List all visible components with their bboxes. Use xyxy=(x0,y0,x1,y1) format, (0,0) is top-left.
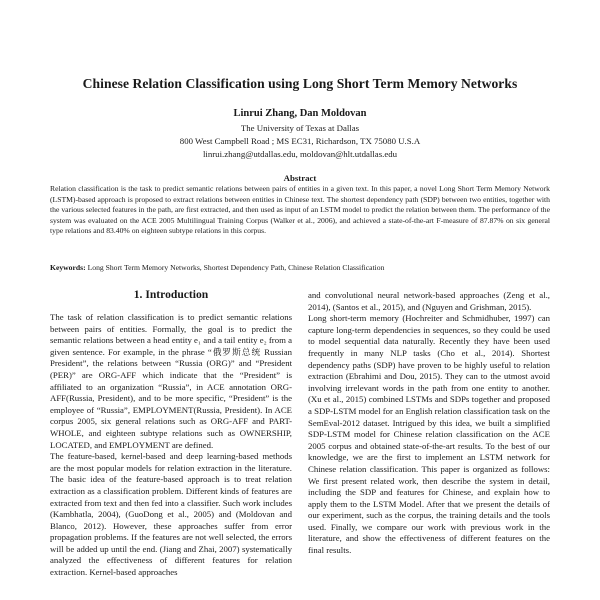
paper-authors: Linrui Zhang, Dan Moldovan xyxy=(233,108,367,119)
intro-paragraph-continued: and convolutional neural network-based approaches (Zeng et al., 2014), (Santos et al., 2015), and (Nguyen and Grishman, 2015). xyxy=(308,290,550,312)
column-top-spacer xyxy=(308,262,550,290)
abstract-text: Relation classification is the task to predict semantic relations between pairs of entities in a given text. In this paper, a novel Long Short Term Memory Network (LSTM)-based approach is proposed to extract relations between entities in Chinese text. The shortest dependency path (SDP) between two entities, together with the various selected features in the path, are first extracted, and then used as input of an LSTM model to predict the relation between them. The performance of the system was evaluated on the ACE 2005 Multilingual Training Corpus (Walker et al., 2006), and achieved a state-of-the-art F-measure of 87.87% on six general type relations and 83.40% on eighteen subtype relations in this corpus. xyxy=(50,184,550,236)
intro-paragraph-3: Long short-term memory (Hochreiter and Schmidhuber, 1997) can capture long-term dependencies in sequences, so they could be used to model sequential data naturally. Recently they have been used frequently in many NLP tasks (Cho et al., 2014). Shortest dependency paths (SDP) have proven to be highly useful to relation extraction (Ebrahimi and Dou, 2015). They can to the utmost avoid involving irrelevant words in the path from one entity to another. (Xu et al., 2015) combined LSTMs and SDPs together and proposed a SDP-LSTM model for an English relation classification task on the SemEval-2012 dataset. Intrigued by this idea, we built a simplified SDP-LSTM model for Chinese relation classification on the ACE 2005 corpus and obtained state-of-the-art results. To the best of our knowledge, we are the first to implement an LSTM network for Chinese relation classification. This paper is organized as follows: We first present related work, then describe the system in detail, including the SDP and features for Chinese, and explain how to apply them to the LSTM Model. After that we present the details of our experiment, such as the corpus, the training details and the tools used. Finally, we compare our work with previous work in the literature, and show the effectiveness of different features on the final results. xyxy=(308,313,550,556)
author-emails: linrui.zhang@utdallas.edu, moldovan@hlt.utdallas.edu xyxy=(202,149,398,160)
keywords-label: Keywords: xyxy=(50,263,86,272)
section-heading-introduction: 1. Introduction xyxy=(133,288,209,301)
affiliation-address: 800 West Campbell Road ; MS EC31, Richardson, TX 75080 U.S.A xyxy=(179,136,421,147)
author-affiliation-block xyxy=(0,122,600,162)
right-text-column xyxy=(308,262,550,600)
intro-paragraph-2: The feature-based, kernel-based and deep learning-based methods are the most popular models for relation extraction in the literature. The basic idea of the feature-based approach is to treat relation extraction as a classification problem. Different kinds of features are extracted from text and then fed into a classifier. Such work includes (Kambhatla, 2004), (GuoDong et al., 2005) and (Moldovan and Blanco, 2012). However, these approaches suffer from error propagation problems. If the features are not well selected, the errors will be added up until the end. (Jiang and Zhai, 2007) systematically analyzed the effectiveness of different features for relation extraction. Kernel-based approaches xyxy=(50,451,292,578)
abstract-heading: Abstract xyxy=(283,173,317,183)
paper-title: Chinese Relation Classification using Long Short Term Memory Networks xyxy=(82,76,518,91)
keywords-text: Long Short Term Memory Networks, Shortest Dependency Path, Chinese Relation Classification xyxy=(87,263,385,272)
left-text-column xyxy=(50,312,292,600)
affiliation-university: The University of Texas at Dallas xyxy=(240,123,360,133)
intro-paragraph-1: The task of relation classification is to predict semantic relations between pairs of entities. Formally, the goal is to predict the semantic relations between a head entity e₁ and a tail entity e₂ from a given sentence. For example, in the phrase “俄罗斯总统 Russian President”, the relations between “Russia (ORG)” and “President (PER)” are ORG-AFF which indicate that the “President” is affiliated to an organization “Russia”, in ACE annotation ORG-AFF(Russia, President), and to be more specific, “President” is the employee of “Russia”, EMPLOYMENT(Russia, President). In ACE corpus 2005, six general relations such as ORG-AFF and PART-WHOLE, and eighteen subtype relations such as OWNERSHIP, LOCATED, and EMPLOYMENT are defined. xyxy=(50,312,292,450)
